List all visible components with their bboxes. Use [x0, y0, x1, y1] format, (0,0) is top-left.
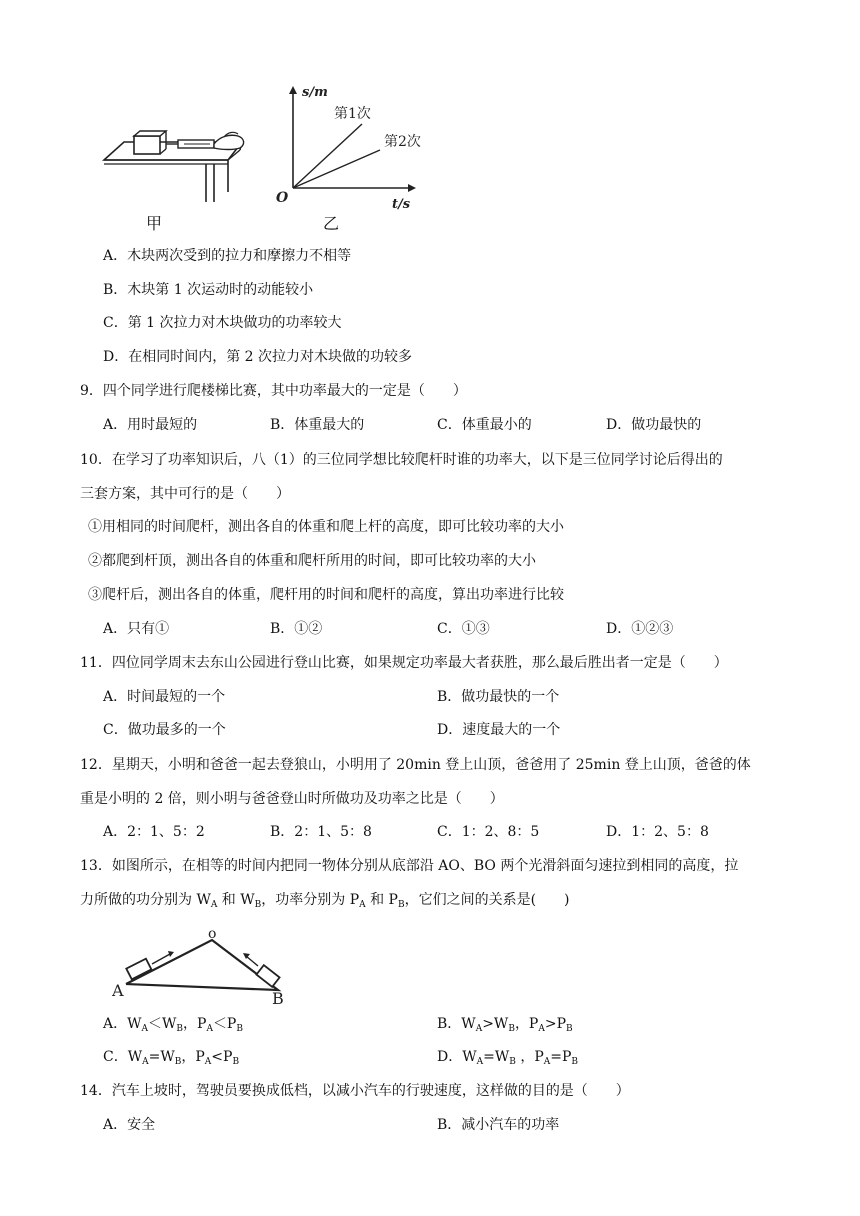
- figure-jia-label: 甲: [146, 214, 163, 233]
- line-second-run: [293, 150, 380, 188]
- q9-option-b: B．体重最大的: [270, 417, 365, 433]
- line2-label: 第2次: [384, 134, 421, 150]
- q10-stem-line1: 10．在学习了功率知识后，八（1）的三位同学想比较爬杆时谁的功率大，以下是三位同学讨论后得出的: [80, 452, 723, 468]
- q14-stem: 14．汽车上坡时，驾驶员要换成低档，以减小汽车的行驶速度，这样做的目的是（ ）: [80, 1083, 630, 1099]
- q8-option-a: A．木块两次受到的拉力和摩擦力不相等: [103, 248, 352, 264]
- q11-option-d: D．速度最大的一个: [437, 722, 561, 738]
- q10-option-b: B．①②: [270, 621, 323, 637]
- axis-x-label: t/s: [392, 197, 411, 212]
- figure-yi-label: 乙: [323, 214, 340, 233]
- q10-plan-1: ①用相同的时间爬杆，测出各自的体重和爬上杆的高度，即可比较功率的大小: [88, 519, 564, 535]
- q11-option-a: A．时间最短的一个: [103, 689, 226, 705]
- q10-plan-3: ③爬杆后，测出各自的体重，爬杆用的时间和爬杆的高度，算出功率进行比较: [88, 587, 564, 603]
- incline-label-o: o: [208, 926, 217, 942]
- q12-option-d: D．1：2、5：8: [606, 824, 709, 840]
- q12-option-a: A．2：1、5：2: [103, 824, 205, 840]
- q11-option-c: C．做功最多的一个: [103, 722, 226, 738]
- axis-y-label: s/m: [302, 85, 328, 100]
- q13-stem-line1: 13．如图所示，在相等的时间内把同一物体分别从底部沿 AO、BO 两个光滑斜面匀速拉到相同的高度，拉: [80, 858, 739, 874]
- line-first-run: [293, 124, 362, 188]
- q9-option-d: D．做功最快的: [606, 417, 702, 433]
- q8-option-d: D．在相同时间内，第 2 次拉力对木块做的功较多: [103, 349, 413, 365]
- q10-stem-line2: 三套方案，其中可行的是（ ）: [80, 486, 290, 502]
- q10-option-c: C．①③: [437, 621, 490, 637]
- figure-jia: [100, 122, 250, 212]
- q12-stem-line1: 12．星期天，小明和爸爸一起去登狼山，小明用了 20min 登上山顶，爸爸用了 25min 登上山顶，爸爸的体: [80, 757, 751, 773]
- q9-option-a: A．用时最短的: [103, 417, 198, 433]
- q13-option-a: A．$W_A<W_B$，$P_A<P_B$: [103, 1016, 243, 1034]
- q9-option-c: C．体重最小的: [437, 417, 532, 433]
- q10-option-a: A．只有①: [103, 621, 170, 637]
- q9-stem: 9．四个同学进行爬楼梯比赛，其中功率最大的一定是（ ）: [80, 383, 467, 399]
- incline-label-b: B: [272, 989, 284, 1006]
- line1-label: 第1次: [334, 106, 371, 122]
- q13-stem-line2: 力所做的功分别为 $W_A$ 和 $W_B$，功率分别为 $P_A$ 和 $P_B$，它们之间的关系是( ): [80, 892, 570, 910]
- q10-plan-2: ②都爬到杆顶，测出各自的体重和爬杆所用的时间，即可比较功率的大小: [88, 553, 536, 569]
- figure-incline: [112, 926, 296, 1006]
- q13-option-d: D．$W_A=W_B$ ，$P_A=P_B$: [437, 1049, 579, 1067]
- q10-option-d: D．①②③: [606, 621, 674, 637]
- q13-option-b: B．$W_A>W_B$，$P_A>P_B$: [437, 1016, 573, 1034]
- q13-option-c: C．$W_A=W_B$，$P_A<P_B$: [103, 1049, 240, 1067]
- q8-option-c: C．第 1 次拉力对木块做功的功率较大: [103, 315, 342, 331]
- q11-option-b: B．做功最快的一个: [437, 689, 560, 705]
- q14-option-b: B．减小汽车的功率: [437, 1117, 560, 1133]
- q8-option-b: B．木块第 1 次运动时的动能较小: [103, 282, 314, 298]
- origin-label: O: [276, 190, 289, 206]
- q12-stem-line2: 重是小明的 2 倍，则小明与爸爸登山时所做功及功率之比是（ ）: [80, 791, 504, 807]
- q12-option-b: B．2：1、5：8: [270, 824, 372, 840]
- q11-stem: 11．四位同学周末去东山公园进行登山比赛，如果规定功率最大者获胜，那么最后胜出者一定是（ ）: [80, 655, 728, 671]
- figure-yi-graph: [276, 80, 436, 214]
- incline-label-a: A: [112, 981, 124, 1000]
- q12-option-c: C．1：2、8：5: [437, 824, 540, 840]
- q14-option-a: A．安全: [103, 1117, 156, 1133]
